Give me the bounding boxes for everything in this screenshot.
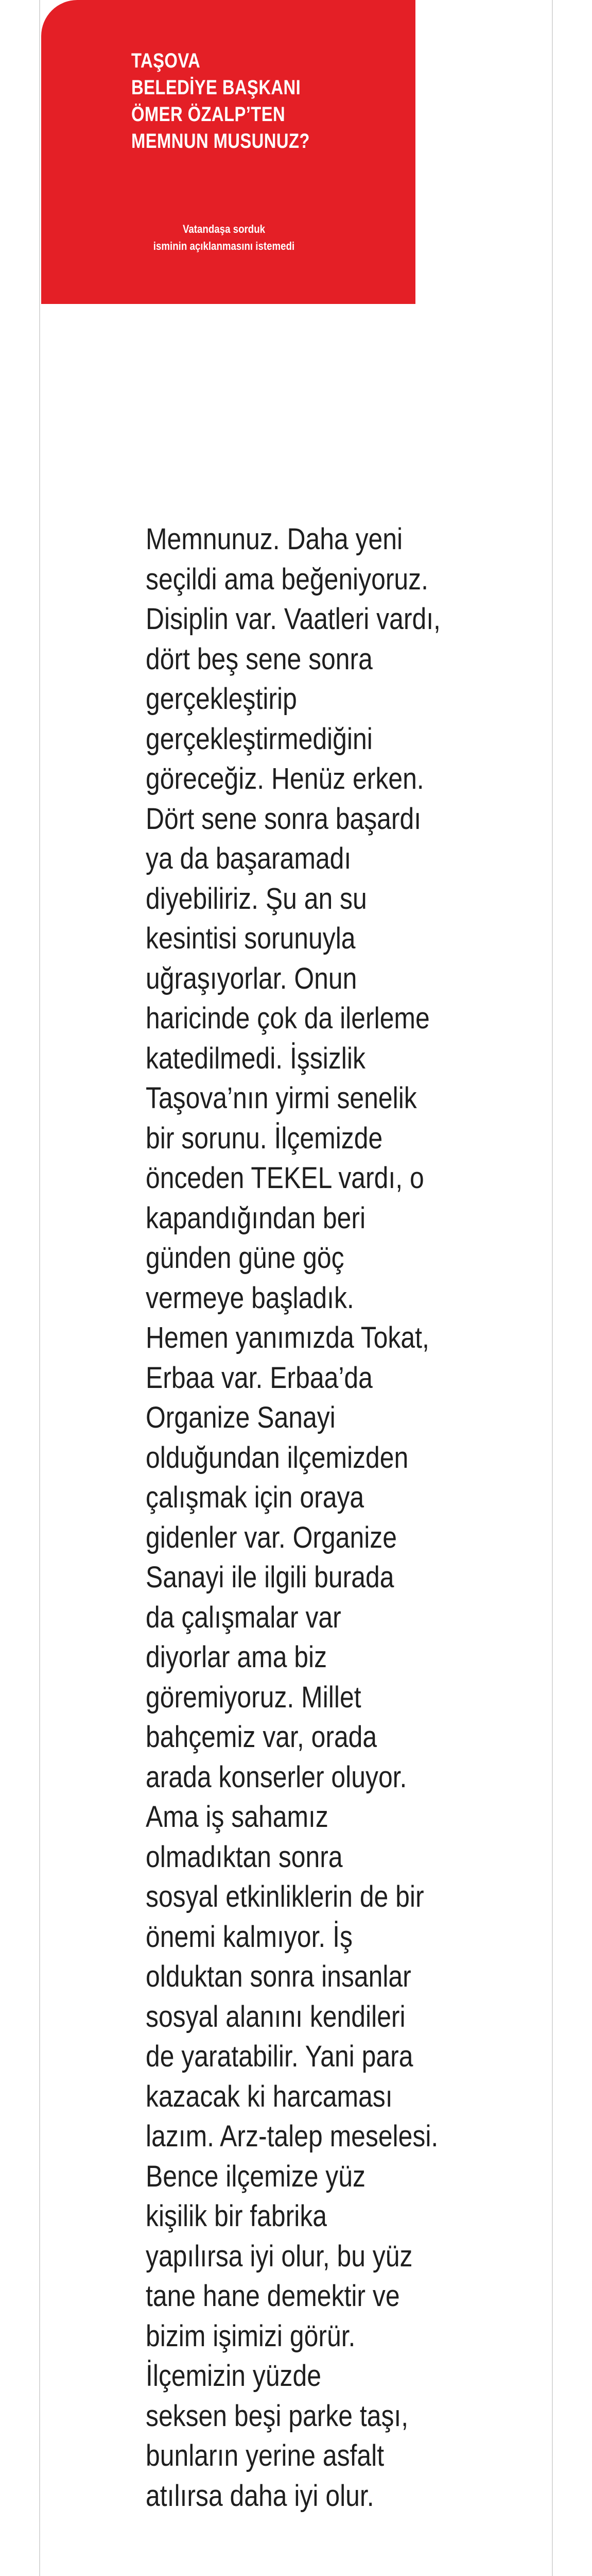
article-line: ya da başaramadı [146,842,352,875]
article-line: Disiplin var. Vaatleri vardı, [146,602,441,636]
article-line: Memnunuz. Daha yeni [146,522,403,556]
article-line: katedilmedi. İşsizlik [146,1041,365,1075]
article-line: bunların yerine asfalt [146,2439,385,2472]
article-line: çalışmak için oraya [146,1481,364,1514]
article-line: Taşova’nın yirmi senelik [146,1081,417,1115]
article-line: Ama iş sahamız [146,1800,328,1834]
article-line: da çalışmalar var [146,1600,341,1634]
article-line: bizim işimizi görür. [146,2319,356,2353]
banner-title-line: BELEDİYE BAŞKANI [131,76,301,99]
article-body [146,519,485,2516]
article-line: seçildi ama beğeniyoruz. [146,562,428,596]
article-line: arada konserler oluyor. [146,1760,407,1794]
article-line: vermeye başladık. [146,1281,354,1315]
banner-title-line: TAŞOVA [131,49,201,72]
article-line: gerçekleştirmediğini [146,722,373,756]
article-line: kapandığından beri [146,1201,366,1235]
article-line: kazacak ki harcaması [146,2079,393,2113]
article-line: sosyal alanını kendileri [146,1999,406,2033]
article-line: Organize Sanayi [146,1401,336,1434]
article-line: Dört sene sonra başardı [146,802,422,836]
article-line: atılırsa daha iyi olur. [146,2479,374,2513]
article-line: gidenler var. Organize [146,1520,397,1554]
article-line: günden güne göç [146,1241,344,1275]
article-line: diyebiliriz. Şu an su [146,882,367,916]
article-line: dört beş sene sonra [146,642,373,676]
article-line: göreceğiz. Henüz erken. [146,762,424,795]
article-line: olduktan sonra insanlar [146,1960,411,1993]
article-line: olmadıktan sonra [146,1840,343,1874]
article-line: kesintisi sorunuyla [146,922,356,955]
header-banner [41,0,415,304]
banner-title-line: MEMNUN MUSUNUZ? [131,130,310,152]
banner-title-line: ÖMER ÖZALP’TEN [131,103,286,126]
left-margin-rule [39,0,40,2576]
article-line: sosyal etkinliklerin de bir [146,1880,424,1913]
article-line: göremiyoruz. Millet [146,1680,361,1714]
article-line: seksen beşi parke taşı, [146,2399,409,2433]
article-line: yapılırsa iyi olur, bu yüz [146,2239,413,2273]
banner-title [131,47,359,155]
article-line: önceden TEKEL vardı, o [146,1161,424,1195]
article-line: kişilik bir fabrika [146,2199,327,2233]
article-line: İlçemizin yüzde [146,2359,321,2393]
article-line: önemi kalmıyor. İş [146,1920,353,1954]
article-line: de yaratabilir. Yani para [146,2040,413,2073]
article-line: Hemen yanımızda Tokat, [146,1321,429,1354]
right-margin-rule [552,0,553,2576]
article-line: diyorlar ama biz [146,1640,327,1674]
banner-subtitle-line: isminin açıklanmasını istemedi [153,240,295,252]
article-line: bir sorunu. İlçemizde [146,1121,383,1155]
article-line: tane hane demektir ve [146,2279,400,2313]
article-line: gerçekleştirip [146,682,297,716]
article-line: haricinde çok da ilerleme [146,1002,430,1035]
article-line: lazım. Arz-talep meselesi. [146,2120,439,2153]
article-line: bahçemiz var, orada [146,1720,377,1754]
article-line: olduğundan ilçemizden [146,1440,409,1475]
article-line: uğraşıyorlar. Onun [146,961,357,995]
banner-subtitle [152,221,297,255]
banner-subtitle-line: Vatandaşa sorduk [182,223,266,235]
article-line: Bence ilçemize yüz [146,2159,365,2193]
article-line: Erbaa var. Erbaa’da [146,1361,373,1395]
article-line: Sanayi ile ilgili burada [146,1561,394,1594]
